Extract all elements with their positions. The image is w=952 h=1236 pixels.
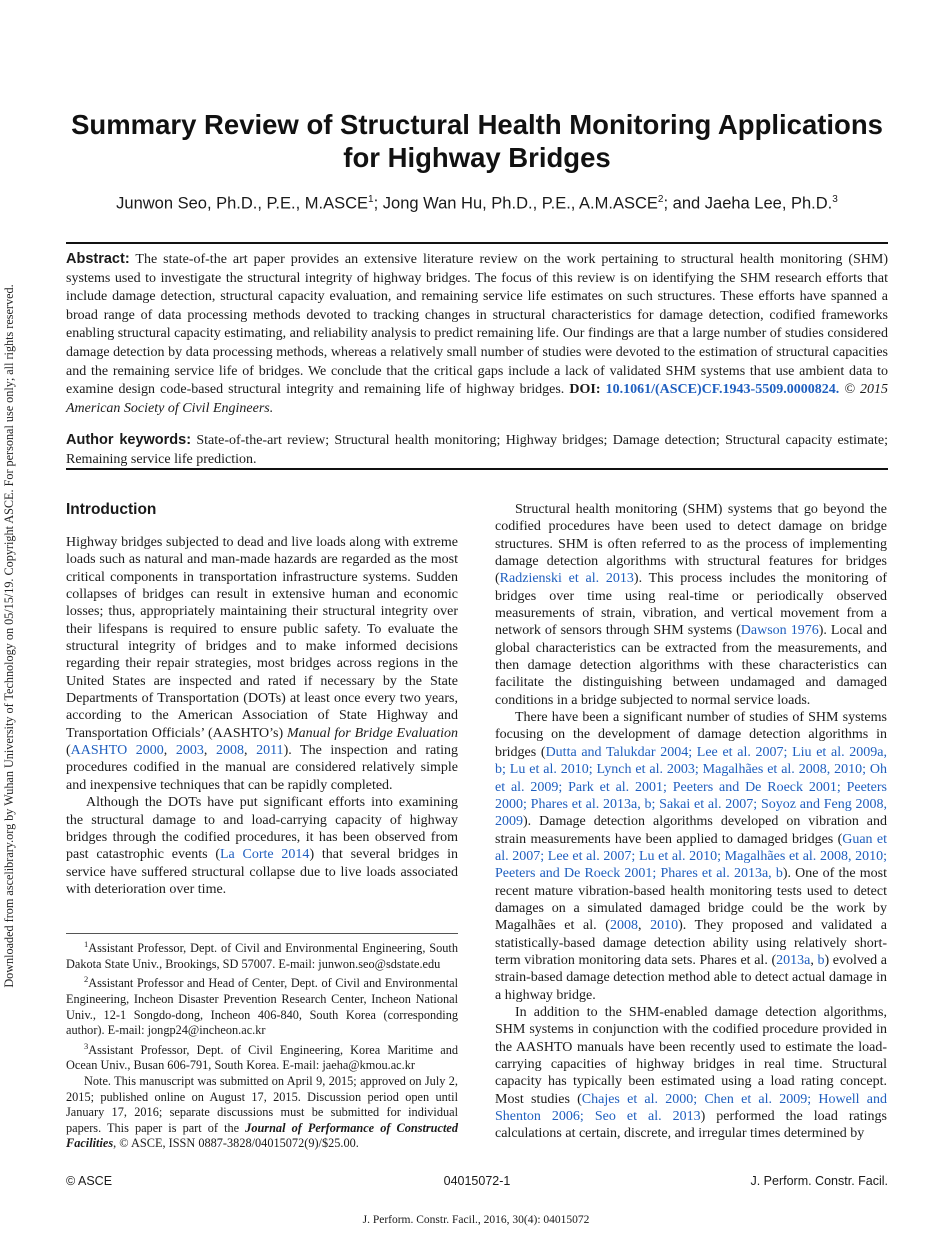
page-number: 04015072-1 <box>443 1174 511 1188</box>
keywords-label: Author keywords: <box>66 432 192 448</box>
abstract-top-rule <box>66 242 888 244</box>
abstract-copyright: © 2015 American Society of Civil Engineers. <box>66 382 889 416</box>
body-paragraph: There have been a significant number of studies of SHM systems focusing on the development of damage detection algorithms in bridges (Dutta and Talukdar 2004; Lee et al. 2007; Liu et al. 2009a, b; Lu et al. 2010; Lynch et al. 2003; Magalhães et al. 2008, 2010; Oh et al. 2009; Park et al. 2001; Peeters and De Roeck 2001; Peeters 2000; Phares et al. 2013a, b; Sakai et al. 2007; Soyoz and Feng 2008, 2009). Damage detection algorithms developed on vibration and strain measurements have been applied to damaged bridges (Guan et al. 2007; Lee et al. 2007; Lu et al. 2010; Magalhães et al. 2008, 2010; Peeters and De Roeck 2001; Phares et al. 2013a, b). One of the most recent mature vibration-based health monitoring tests used to detect damages on a simulated damaged bridge could be the work by Magalhães et al. (2008, 2010). They proposed and validated a statistically-based damage detection ability using relatively short-term vibration monitoring data sets. Phares et al. (2013a, b) evolved a strain-based damage detection method able to detect actual damage in a highway bridge. <box>495 710 888 1003</box>
paper-title: Summary Review of Structural Health Monitoring Applications for Highway Bridges <box>71 109 883 173</box>
citation-link[interactable]: Guan et al. 2007; Lee et al. 2007; Lu et al. 2010; Magalhães et al. 2008, 2010; Peeters and De Roeck 2001; Phares et al. 2013a, b <box>495 831 887 882</box>
author-separator: ; <box>373 194 383 213</box>
abstract-label: Abstract: <box>66 251 130 267</box>
citation-link[interactable]: 2010 <box>650 918 679 934</box>
citation-link[interactable]: 2008 <box>215 743 244 759</box>
author-name: Jaeha Lee, Ph.D. <box>704 194 833 213</box>
journal-name: Journal of Performance of Constructed Facilities <box>66 1120 458 1151</box>
author-affiliation-mark[interactable]: 2 <box>657 194 664 205</box>
keywords-text: State-of-the-art review; Structural health monitoring; Highway bridges; Damage detection; Structural capacity estimate; Remaining service life prediction. <box>66 433 889 467</box>
author-separator: ; and <box>663 194 705 213</box>
keywords-bottom-rule <box>66 468 888 470</box>
submission-note: Note. This manuscript was submitted on April 9, 2015; approved on July 2, 2015; published online on August 17, 2015. Discussion period open until January 17, 2016; separate discussions must be submitted for individual papers. This paper is part of the Journal of Performance of Constructed Facilities, © ASCE, ISSN 0887-3828/04015072(9)/$25.00. <box>66 1074 458 1151</box>
author-affiliation-mark[interactable]: 3 <box>832 194 838 205</box>
author-affiliation-mark[interactable]: 1 <box>368 194 374 205</box>
citation-link[interactable]: 2013a <box>776 952 811 968</box>
footer-journal: J. Perform. Constr. Facil. <box>750 1174 888 1188</box>
body-paragraph: Structural health monitoring (SHM) systems that go beyond the codified procedures have been used to detect damage on bridge structures. SHM is often referred to as the process of implementing damage detection algorithms with structural features for bridges (Radzienski et al. 2013). This process includes the monitoring of bridges over time using real-time or periodically observed measurements of strain, vibration, and vertical movement from a network of sensors through SHM systems (Dawson 1976). Local and global characteristics can be extracted from the measurements, and then damage detection algorithms with these characteristics can facilitate the distinguishing between undamaged and damaged conditions in a bridge subjected to normal service loads. <box>495 502 887 708</box>
left-column <box>66 500 458 898</box>
citation-link[interactable]: 2011 <box>256 743 284 759</box>
body-paragraph: Highway bridges subjected to dead and live loads along with extreme loads such as natural and man-made hazards are regarded as the most critical components in transportation infrastructure systems. Sudden collapses of bridges can result in extensive human and economic losses; thus, appropriately maintaining their structural integrity over their lifespans is required to ensure public safety. To evaluate the structural integrity of bridges and to make informed decisions regarding their repair strategies, most bridges across regions in the United States are inspected and rated if necessary by the State Departments of Transportation (DOTs) at least once every two years, according to the American Association of State Highway and Transportation Officials’ (AASHTO’s) Manual for Bridge Evaluation (AASHTO 2000, 2003, 2008, 2011). The inspection and rating procedures codified in the manual are considered relatively simple and inexpensive techniques that can be rapidly completed. <box>66 535 459 793</box>
citation-link[interactable]: AASHTO 2000 <box>70 743 164 759</box>
citation-link[interactable]: Radzienski et al. 2013 <box>499 571 634 587</box>
citation-link[interactable]: Dutta and Talukdar 2004; Lee et al. 2007; Liu et al. 2009a, b; Lu et al. 2010; Lynch et al. 2003; Magalhães et al. 2008, 2010; Oh et al. 2009; Park et al. 2001; Peeters and De Roeck 2001; Peeters 2000; Phares et al. 2013a, b; Sakai et al. 2007; Soyoz and Feng 2008, 2009 <box>495 744 887 830</box>
footnote-3: $^3$Assistant Professor, Dept. of Civil Engineering, Korea Maritime and Ocean Univ., Busan 606-791, South Korea. E-mail: jaeha@kmou.ac.kr <box>66 1040 458 1073</box>
author-name: Junwon Seo, Ph.D., P.E., M.ASCE <box>116 194 369 213</box>
manual-title: Manual for Bridge Evaluation <box>287 725 458 741</box>
citation-link[interactable]: 2003 <box>175 743 204 759</box>
author-list <box>66 189 888 215</box>
footnotes <box>66 937 458 1152</box>
footnote-rule <box>66 933 458 934</box>
abstract-text: The state-of-the art paper provides an extensive literature review on the work pertaining to structural health monitoring (SHM) systems used to investigate the structural integrity of highway bridges. The focus of this review is on identifying the SHM research efforts that include damage detection, structural capacity evaluation, and remaining service life estimates on such structures. These efforts have spanned a broad range of data processing methods devoted to tracking changes in structural characteristics for damage detection, codified frameworks enabling structural capacity estimating, and reliability analysis to predict remaining life. Our findings are that a large number of studies considered damage detection by data processing methods, whereas a relatively small number of studies were devoted to the estimation of structural capacities and the remaining service life of bridges. We conclude that the critical gaps include a lack of validated SHM systems that use ambient data to examine design code-based structural integrity and remaining life of highway bridges. <box>66 252 888 398</box>
footnote-2: $^2$Assistant Professor and Head of Center, Dept. of Civil and Environmental Engineering, Incheon Disaster Prevention Research Center, Incheon National Univ., 12-1 Songdo-dong, Incheon 406-840, South Korea (corresponding author). E-mail: jongp24@incheon.ac.kr <box>66 974 458 1038</box>
citation-link[interactable]: La Corte 2014 <box>219 847 310 863</box>
download-notice: Downloaded from ascelibrary.org by Wuhan University of Technology on 05/15/19. Copyright ASCE. For personal use only; all rights reserved. <box>2 284 16 988</box>
journal-citation: J. Perform. Constr. Facil., 2016, 30(4): 04015072 <box>362 1214 590 1226</box>
body-paragraph: Although the DOTs have put significant efforts into examining the structural damage to and load-carrying capacity of highway bridges through the codified procedures, it has been observed from past catastrophic events (La Corte 2014) that several bridges in service have suffered structural collapse due to live loads associated with deterioration over time. <box>66 795 458 897</box>
right-column <box>495 501 887 1143</box>
citation-link[interactable]: b <box>817 952 825 968</box>
footnote-1: $^1$Assistant Professor, Dept. of Civil and Environmental Engineering, South Dakota State Univ., Brookings, SD 57007. E-mail: junwon.seo@sdstate.edu <box>66 939 458 971</box>
abstract <box>66 250 888 418</box>
author-name: Jong Wan Hu, Ph.D., P.E., A.M.ASCE <box>382 194 658 213</box>
citation-link[interactable]: Chajes et al. 2000; Chen et al. 2009; Howell and Shenton 2006; Seo et al. 2013 <box>495 1091 888 1125</box>
body-paragraph: In addition to the SHM-enabled damage detection algorithms, SHM systems in conjunction with the codified procedure provided in the AASHTO manuals have been recently used to estimate the load-carrying capacities of highway bridges in real time. Structural capacity has typically been estimated using a load rating concept. Most studies (Chajes et al. 2000; Chen et al. 2009; Howell and Shenton 2006; Seo et al. 2013) performed the load ratings calculations at certain, discrete, and irregular times determined by <box>495 1004 888 1142</box>
section-heading-introduction: Introduction <box>66 501 157 518</box>
doi-link[interactable]: 10.1061/(ASCE)CF.1943-5509.0000824. <box>605 382 840 398</box>
author-keywords <box>66 431 888 469</box>
doi-label: DOI: <box>569 382 601 398</box>
citation-link[interactable]: 2008 <box>609 918 638 934</box>
page-footer <box>66 1172 888 1190</box>
citation-link[interactable]: Dawson 1976 <box>740 623 819 639</box>
footer-publisher: © ASCE <box>66 1174 113 1188</box>
